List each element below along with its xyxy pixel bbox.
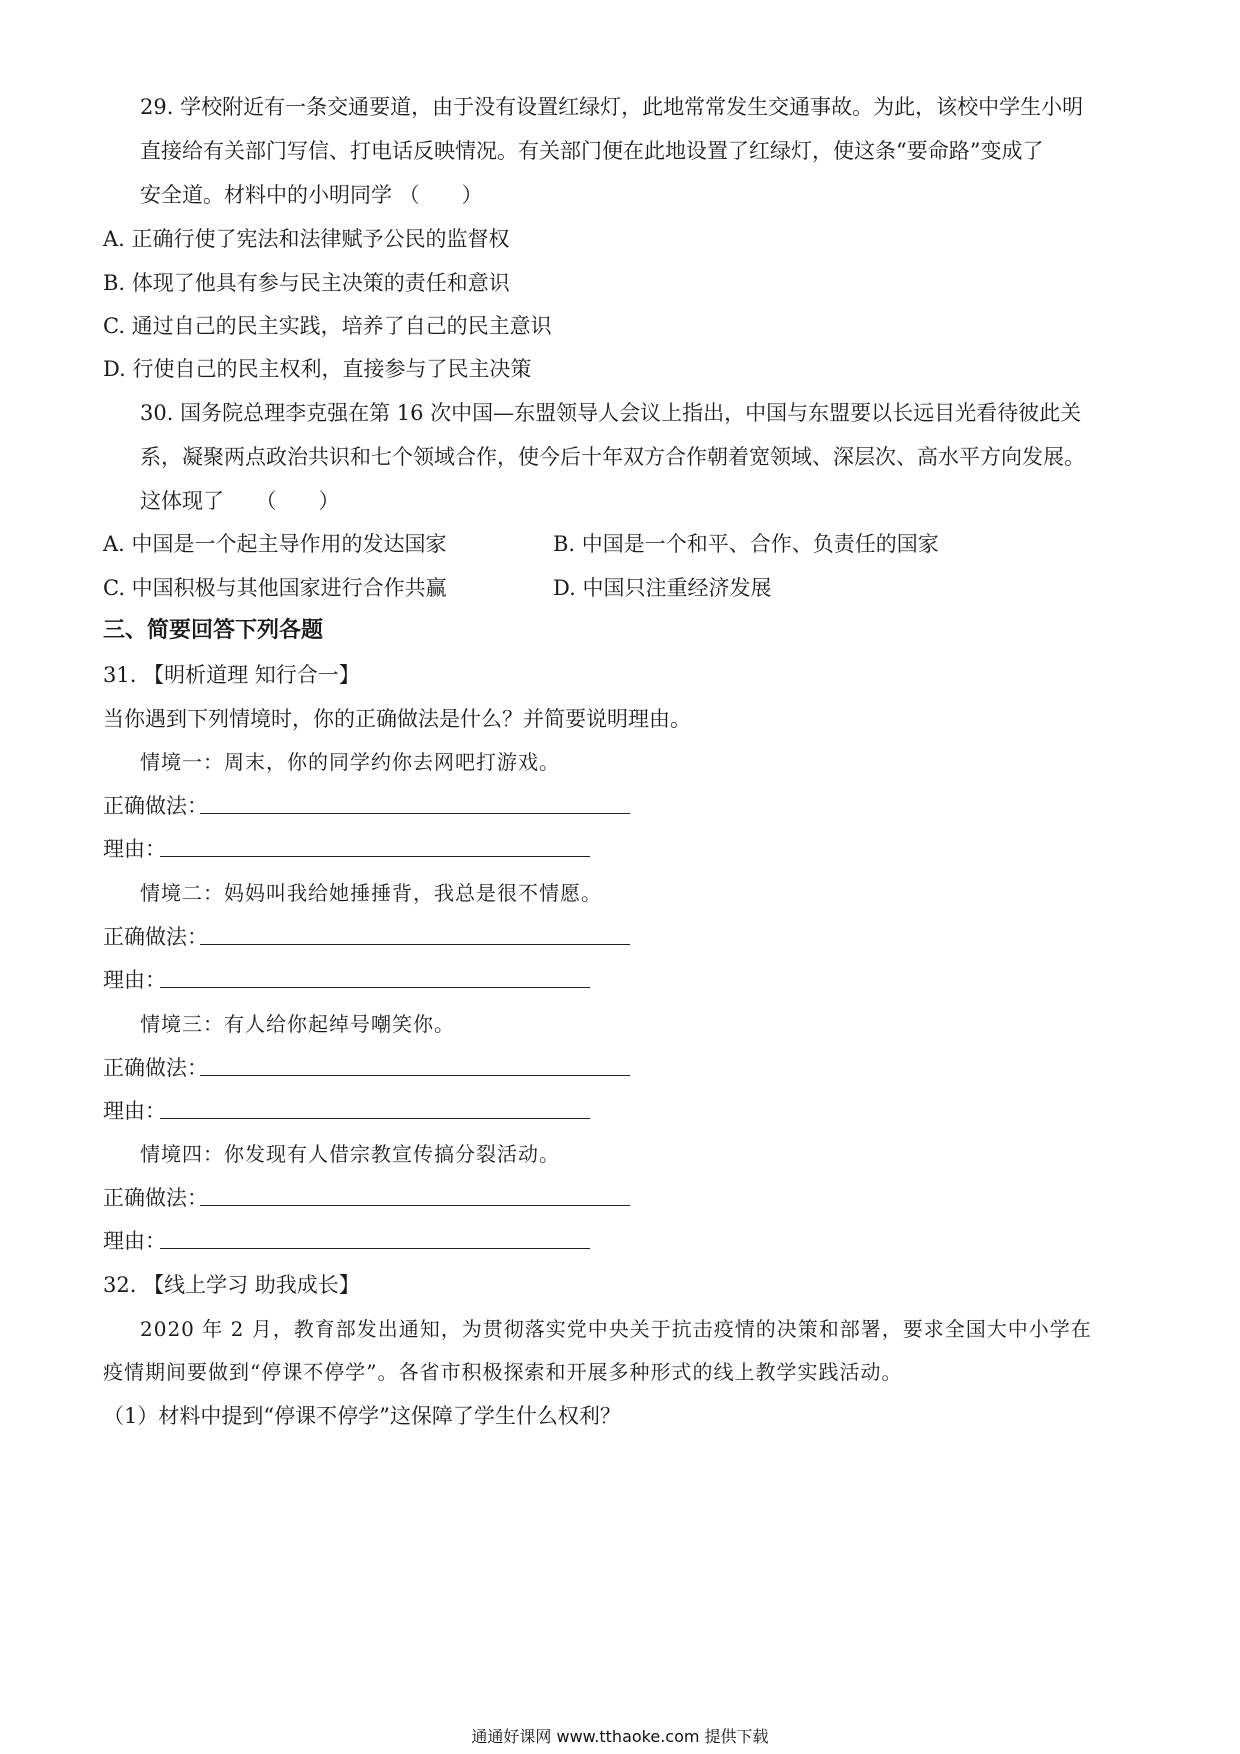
q31-answer-line-1[interactable] [200,813,630,814]
q31-answer-line-2[interactable] [200,944,630,945]
q31-reason-line-2[interactable] [160,987,590,988]
q31-reason-line-3[interactable] [160,1118,590,1119]
q32-material-line2: 疫情期间要做到“停课不停学”。各省市积极探索和开展多种形式的线上教学实践活动。 [103,1360,903,1384]
q30-stem-line1: 30. 国务院总理李克强在第 16 次中国—东盟领导人会议上指出，中国与东盟要以长远目光看待彼此关 [140,401,1082,425]
q32-material-line1: 2020 年 2 月，教育部发出通知，为贯彻落实党中央关于抗击疫情的决策和部署，要求全国大中小学在 [140,1317,1092,1341]
q30-option-b: B. 中国是一个和平、合作、负责任的国家 [553,532,939,556]
q29-stem-line3: 安全道。材料中的小明同学 （ ） [140,183,483,207]
q29-option-a: A. 正确行使了宪法和法律赋予公民的监督权 [103,227,510,251]
q29-stem-line2: 直接给有关部门写信、打电话反映情况。有关部门便在此地设置了红绿灯，使这条“要命路”变成了 [140,139,1044,163]
q31-answer-label-1: 正确做法： [103,794,208,818]
q31-answer-line-3[interactable] [200,1075,630,1076]
q31-reason-label-4: 理由： [103,1229,166,1253]
q31-answer-line-4[interactable] [200,1205,630,1206]
q31-reason-line-4[interactable] [160,1248,590,1249]
q31-answer-label-3: 正确做法： [103,1056,208,1080]
q29-option-d: D. 行使自己的民主权利，直接参与了民主决策 [103,357,532,381]
q31-scenario-1: 情境一：周末，你的同学约你去网吧打游戏。 [140,750,560,774]
q31-prompt: 当你遇到下列情境时，你的正确做法是什么？并简要说明理由。 [103,707,691,731]
q30-stem-line2: 系，凝聚两点政治共识和七个领域合作，使今后十年双方合作朝着宽领域、深层次、高水平方向发展。 [140,445,1085,469]
q30-stem-line3: 这体现了 （ ） [140,489,340,513]
q29-option-c: C. 通过自己的民主实践，培养了自己的民主意识 [103,314,552,338]
q31-reason-line-1[interactable] [160,856,590,857]
q31-scenario-3: 情境三：有人给你起绰号嘲笑你。 [140,1012,455,1036]
q31-reason-label-3: 理由： [103,1099,166,1123]
q30-option-d: D. 中国只注重经济发展 [553,576,772,600]
q31-answer-label-4: 正确做法： [103,1186,208,1210]
q31-scenario-4: 情境四：你发现有人借宗教宣传搞分裂活动。 [140,1142,560,1166]
q30-option-c: C. 中国积极与其他国家进行合作共赢 [103,576,447,600]
q29-option-b: B. 体现了他具有参与民主决策的责任和意识 [103,271,510,295]
q31-title: 31. 【明析道理 知行合一】 [103,663,360,687]
q31-reason-label-2: 理由： [103,968,166,992]
q30-option-a: A. 中国是一个起主导作用的发达国家 [103,532,447,556]
page-footer: 通通好课网 www.tthaoke.com 提供下载 [471,1727,769,1746]
q31-scenario-2: 情境二：妈妈叫我给她捶捶背，我总是很不情愿。 [140,881,602,905]
q32-subquestion-1: （1）材料中提到“停课不停学”这保障了学生什么权利？ [103,1404,621,1428]
q29-stem-line1: 29. 学校附近有一条交通要道，由于没有设置红绿灯，此地常常发生交通事故。为此，该校中学生小明 [140,95,1084,119]
q31-answer-label-2: 正确做法： [103,925,208,949]
q32-title: 32. 【线上学习 助我成长】 [103,1273,360,1297]
section-heading: 三、简要回答下列各题 [103,618,324,643]
q31-reason-label-1: 理由： [103,837,166,861]
